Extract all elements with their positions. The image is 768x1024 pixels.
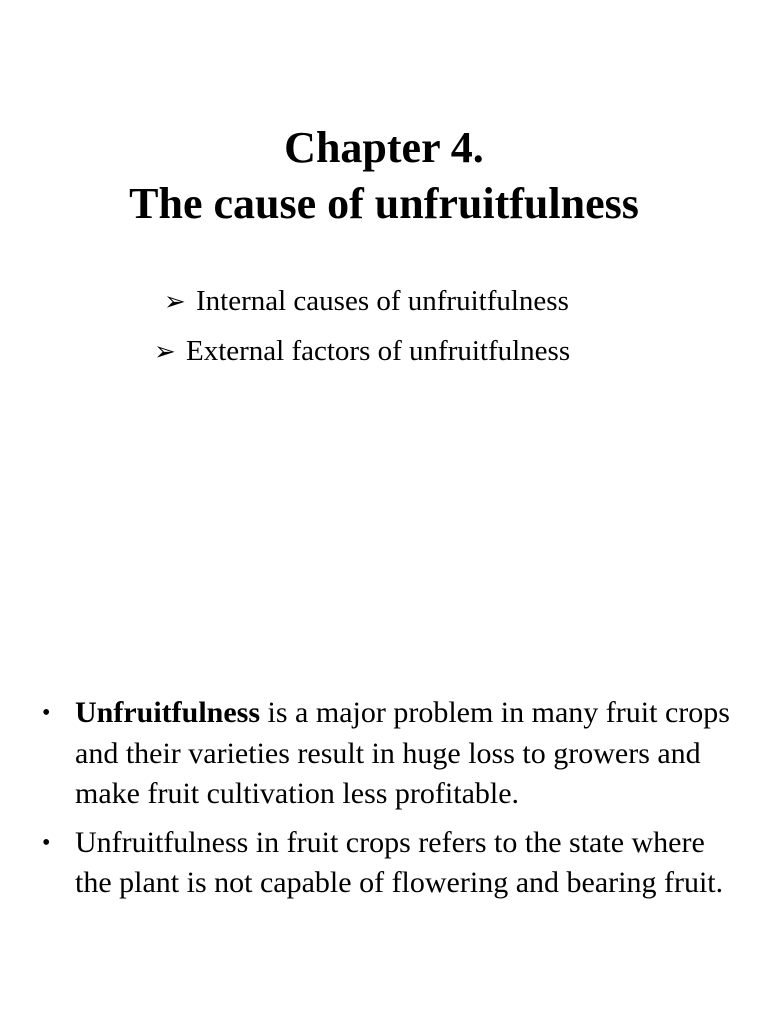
bullet-text: Unfruitfulness in fruit crops refers to the state where the plant is not capable of flowering and bearing fruit. bbox=[75, 825, 724, 899]
bullet-text: is a major problem in many fruit crops and their varieties result in huge loss to growers and make fruit cultivation less profitable. bbox=[75, 696, 730, 810]
bullet-list bbox=[40, 693, 740, 912]
bullet-dot-icon: • bbox=[42, 829, 51, 856]
topic-item-external bbox=[154, 333, 570, 370]
list-item bbox=[40, 823, 740, 904]
arrow-bullet-icon: ➢ bbox=[164, 287, 186, 316]
chapter-subtitle: The cause of unfruitfulness bbox=[129, 179, 639, 228]
topic-item-internal bbox=[164, 283, 569, 320]
list-item bbox=[40, 693, 740, 815]
chapter-title: Chapter 4. bbox=[284, 123, 484, 172]
bullet-dot-icon: • bbox=[42, 700, 51, 726]
arrow-bullet-icon: ➢ bbox=[154, 337, 176, 366]
topic-text: Internal causes of unfruitfulness bbox=[196, 285, 569, 317]
bold-term: Unfruitfulness bbox=[75, 696, 261, 729]
topic-text: External factors of unfruitfulness bbox=[186, 335, 571, 367]
